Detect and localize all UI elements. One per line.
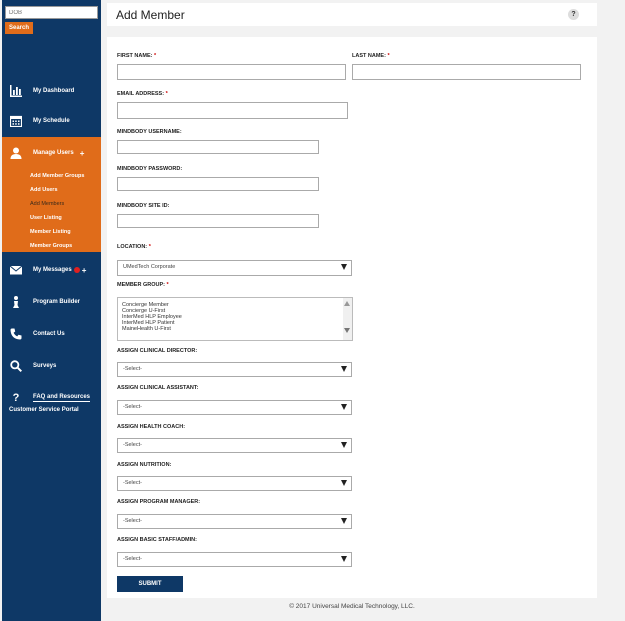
add-member-form xyxy=(107,37,597,598)
sidebar-item-surveys[interactable] xyxy=(2,350,101,382)
clinical-assistant-label: ASSIGN CLINICAL ASSISTANT: xyxy=(117,385,199,391)
sidebar-item-label: My Schedule xyxy=(33,118,70,124)
last-name-label: LAST NAME: * xyxy=(352,53,390,59)
phone-icon xyxy=(9,327,23,341)
sidebar-subitem-user-listing[interactable]: User Listing xyxy=(30,215,62,221)
list-item[interactable]: MaineHealth U-First xyxy=(122,326,171,332)
mindbody-password-field[interactable] xyxy=(117,177,319,191)
sidebar-item-label: Surveys xyxy=(33,363,57,369)
health-coach-select[interactable]: -Select- xyxy=(117,438,352,453)
chevron-down-icon xyxy=(341,518,347,524)
sidebar-subitem-member-groups[interactable]: Member Groups xyxy=(30,243,73,249)
mindbody-username-field[interactable] xyxy=(117,140,319,154)
manage-users-section xyxy=(2,137,101,252)
member-group-listbox[interactable] xyxy=(117,297,353,341)
scrollbar[interactable] xyxy=(343,298,352,340)
sidebar-subitem-add-member-groups[interactable]: Add Member Groups xyxy=(30,173,85,179)
location-label: LOCATION: * xyxy=(117,244,151,250)
user-icon xyxy=(9,146,23,160)
list-item[interactable]: Concierge Member xyxy=(122,302,169,308)
list-item[interactable]: InterMed HLP Patient xyxy=(122,320,175,326)
member-group-label: MEMBER GROUP: * xyxy=(117,282,169,288)
mindbody-password-label: MINDBODY PASSWORD: xyxy=(117,166,183,172)
question-icon: ? xyxy=(12,392,20,404)
expand-icon[interactable]: + xyxy=(81,265,87,275)
mindbody-site-id-field[interactable] xyxy=(117,214,319,228)
bar-chart-icon xyxy=(9,84,23,98)
program-manager-select[interactable]: -Select- xyxy=(117,514,352,529)
chevron-down-icon xyxy=(341,442,347,448)
list-item[interactable]: Concierge U-First xyxy=(122,308,166,314)
nutrition-select[interactable]: -Select- xyxy=(117,476,352,491)
sidebar-item-messages[interactable] xyxy=(2,254,101,286)
page-title: Add Member xyxy=(116,8,185,22)
basic-staff-label: ASSIGN BASIC STAFF/ADMIN: xyxy=(117,537,197,543)
sidebar-item-dashboard[interactable] xyxy=(2,76,101,106)
clinical-director-label: ASSIGN CLINICAL DIRECTOR: xyxy=(117,348,198,354)
program-manager-label: ASSIGN PROGRAM MANAGER: xyxy=(117,499,201,505)
chevron-down-icon xyxy=(341,480,347,486)
sidebar-item-program-builder[interactable] xyxy=(2,286,101,318)
nutrition-label: ASSIGN NUTRITION: xyxy=(117,462,172,468)
list-item[interactable]: InterMed HLP Employee xyxy=(122,314,182,320)
sidebar-item-label: My Dashboard xyxy=(33,88,75,94)
sidebar xyxy=(2,0,101,621)
sidebar-item-manage-users[interactable] xyxy=(2,137,101,169)
figure-icon xyxy=(9,295,23,309)
search-icon xyxy=(9,359,23,373)
first-name-field[interactable] xyxy=(117,64,346,80)
help-icon[interactable]: ? xyxy=(568,9,579,20)
scroll-up-icon[interactable] xyxy=(344,301,350,306)
page-header xyxy=(107,3,597,26)
first-name-label: FIRST NAME: * xyxy=(117,53,157,59)
sidebar-item-label: FAQ and Resources xyxy=(33,394,91,400)
email-label: EMAIL ADDRESS: * xyxy=(117,91,168,97)
sidebar-item-schedule[interactable] xyxy=(2,106,101,136)
clinical-assistant-select[interactable]: -Select- xyxy=(117,400,352,415)
notification-dot xyxy=(74,267,80,273)
chevron-down-icon xyxy=(341,556,347,562)
search-button[interactable]: Search xyxy=(5,22,33,34)
sidebar-item-contact-us[interactable] xyxy=(2,318,101,350)
sidebar-item-label: My Messages xyxy=(33,267,72,273)
expand-icon[interactable]: + xyxy=(79,148,85,158)
health-coach-label: ASSIGN HEALTH COACH: xyxy=(117,424,186,430)
sidebar-subitem-add-members[interactable]: Add Members xyxy=(30,201,65,207)
envelope-icon xyxy=(9,263,23,277)
sidebar-subitem-add-users[interactable]: Add Users xyxy=(30,187,58,193)
basic-staff-select[interactable]: -Select- xyxy=(117,552,352,567)
submit-button[interactable]: SUBMIT xyxy=(117,576,183,592)
chevron-down-icon xyxy=(341,366,347,372)
search-input[interactable] xyxy=(5,6,98,19)
mindbody-username-label: MINDBODY USERNAME: xyxy=(117,129,182,135)
chevron-down-icon xyxy=(341,264,347,270)
scroll-down-icon[interactable] xyxy=(344,328,350,333)
sidebar-item-label: Contact Us xyxy=(33,331,65,337)
chevron-down-icon xyxy=(341,404,347,410)
last-name-field[interactable] xyxy=(352,64,581,80)
calendar-icon xyxy=(9,114,23,128)
sidebar-item-label: Manage Users xyxy=(33,150,74,156)
sidebar-item-label: Customer Service Portal xyxy=(9,407,79,413)
sidebar-item-customer-service[interactable] xyxy=(2,405,101,415)
email-field[interactable] xyxy=(117,102,348,119)
footer-copyright: © 2017 Universal Medical Technology, LLC. xyxy=(289,603,415,610)
mindbody-site-id-label: MINDBODY SITE ID: xyxy=(117,203,170,209)
sidebar-item-label: Program Builder xyxy=(33,299,81,305)
clinical-director-select[interactable]: -Select- xyxy=(117,362,352,377)
sidebar-subitem-member-listing[interactable]: Member Listing xyxy=(30,229,71,235)
location-select[interactable]: UMedTech Corporate xyxy=(117,260,352,276)
